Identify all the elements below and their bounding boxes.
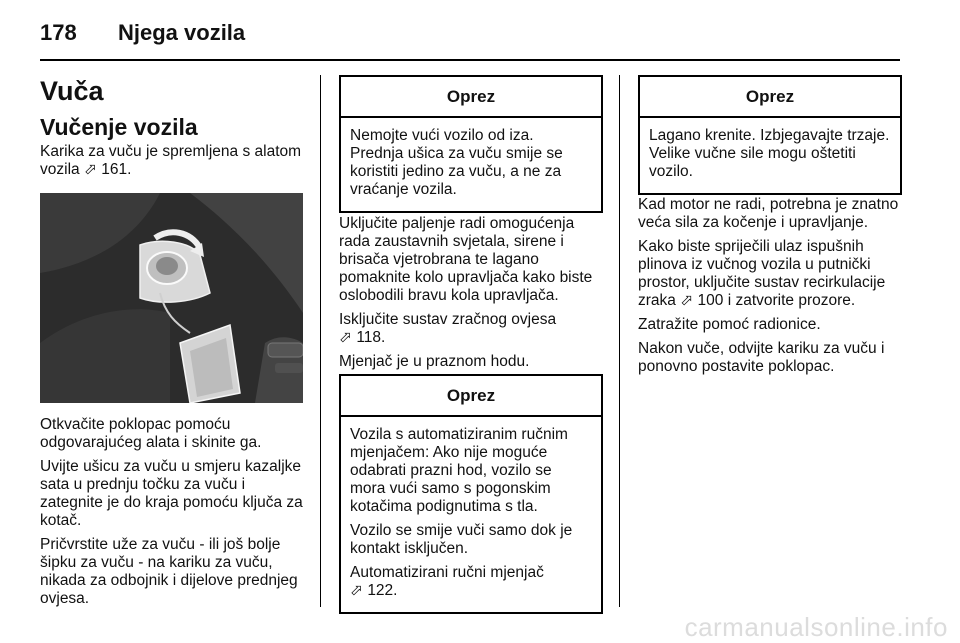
reference-icon: ⬀ [350, 582, 363, 599]
air-suspension-text: Isključite sustav zračnog ovjesa [339, 311, 557, 328]
header-rule [40, 59, 900, 61]
warning-text: Nemojte vući vozilo od iza. Prednja ušica za vuču smije se koristiti jedino za vuču, a ne za vraćanje vozila. [350, 127, 563, 198]
column-divider-1 [320, 75, 321, 607]
column-1-lower [40, 416, 304, 614]
paragraph-attach-rope: Pričvrstite uže za vuču - ili još bolje šipku za vuču - na kariku za vuču, nikada za odbojnik i dijelove prednjeg ovjesa. [40, 536, 298, 607]
air-suspension-page-ref[interactable]: 118. [356, 329, 386, 346]
warning-box-2 [339, 374, 603, 614]
paragraph-ignition: Uključite paljenje radi omogućenja rada zaustavnih svjetala, sirene i brisača vjetrobrana te lagano pomaknite kolo upravljača kako biste oslobodili bravu kola upravljača. [339, 215, 593, 304]
paragraph-screw-eye: Uvijte ušicu za vuču u smjeru kazaljke sata u prednju točku za vuču i zategnite je do kraja pomoću ključa za kotač. [40, 458, 303, 529]
automated-gearbox-page-ref[interactable]: 122. [367, 582, 398, 599]
recirculation-page-ref[interactable]: 100 [697, 292, 724, 309]
reference-icon: ⬀ [83, 161, 97, 178]
intro-paragraph [40, 143, 304, 179]
intro-text: Karika za vuču je spremljena s alatom vozila [40, 143, 302, 178]
warning-box-3 [638, 75, 902, 195]
warning-box-1 [339, 75, 603, 213]
column-2-middle [339, 215, 603, 377]
subsection-title: Vučenje vozila [40, 114, 198, 140]
paragraph-workshop: Zatražite pomoć radionice. [638, 316, 821, 333]
paragraph-neutral: Mjenjač je u praznom hodu. [339, 353, 530, 370]
watermark: carmanualsonline.info [684, 612, 948, 642]
column-1 [40, 75, 304, 185]
warning-title: Oprez [341, 376, 601, 417]
exhaust-tail-text: i zatvorite prozore. [727, 292, 856, 309]
paragraph-after-towing: Nakon vuče, odvijte kariku za vuču i ponovno postavite poklopac. [638, 340, 885, 375]
paragraph-engine-off: Kad motor ne radi, potrebna je znatno veća sila za kočenje i upravljanje. [638, 196, 899, 231]
reference-icon: ⬀ [339, 329, 352, 346]
warning-text-automated: Vozila s automatiziranim ručnim mjenjačem: Ako nije moguće odabrati prazni hod, vozilo se mora vući samo s pogonskim kotačima podignutima s tla. [350, 426, 568, 515]
reference-icon: ⬀ [680, 292, 694, 309]
header-title: Njega vozila [118, 20, 246, 45]
warning-text: Lagano krenite. Izbjegavajte trzaje. Velike vučne sile mogu oštetiti vozilo. [649, 127, 890, 180]
column-3-lower [638, 196, 902, 382]
page-number: 178 [40, 20, 77, 45]
warning-title: Oprez [341, 77, 601, 118]
column-divider-2 [619, 75, 620, 607]
paragraph-exhaust [638, 238, 902, 310]
warning-text-ignition-off: Vozilo se smije vuči samo dok je kontakt isključen. [350, 522, 573, 557]
exhaust-text: Kako biste spriječili ulaz ispušnih plinova iz vučnog vozila u putnički prostor, uključite sustav recirkulacije zraka [638, 238, 886, 309]
tow-eye-illustration [40, 193, 303, 403]
warning-text-reference [350, 564, 591, 600]
warning-title: Oprez [640, 77, 900, 118]
section-title: Vuča [40, 76, 104, 106]
paragraph-air-suspension [339, 311, 603, 347]
automated-gearbox-text: Automatizirani ručni mjenjač [350, 564, 544, 581]
paragraph-remove-cover: Otkvačite poklopac pomoću odgovarajućeg alata i skinite ga. [40, 416, 262, 451]
intro-page-ref[interactable]: 161. [101, 161, 132, 178]
